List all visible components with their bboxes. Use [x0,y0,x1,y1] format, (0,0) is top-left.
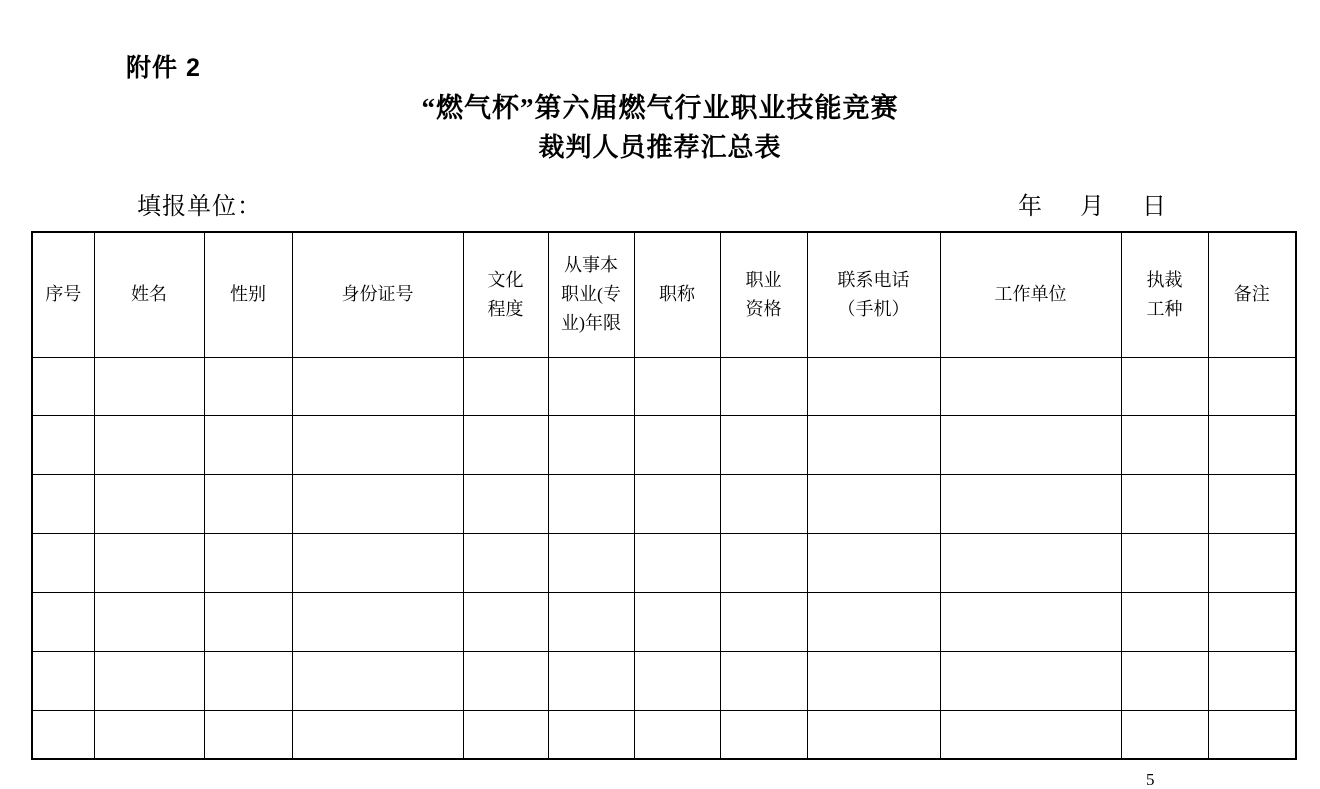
cell-person-name [94,415,204,474]
cell-contact-phone [807,357,940,415]
cell-serial-number [32,533,94,592]
cell-education-level [463,533,548,592]
cell-contact-phone [807,474,940,533]
cell-vocational-qualification [720,592,807,651]
cell-remarks [1208,415,1296,474]
cell-refereeing-trade [1121,474,1208,533]
cell-work-unit [940,357,1121,415]
cell-vocational-qualification [720,710,807,759]
cell-gender [204,474,292,533]
summary-table [31,231,1297,760]
cell-person-name [94,357,204,415]
cell-refereeing-trade [1121,415,1208,474]
page-number: 5 [1146,770,1155,789]
cell-gender [204,415,292,474]
table-row [32,533,1296,592]
cell-serial-number [32,592,94,651]
cell-gender [204,651,292,710]
cell-remarks [1208,357,1296,415]
cell-gender [204,533,292,592]
cell-serial-number [32,415,94,474]
col-header-gender: 性别 [204,232,292,357]
cell-years-in-occupation [548,474,634,533]
cell-contact-phone [807,651,940,710]
table-row [32,415,1296,474]
date-month-label: 月 [1080,194,1104,220]
cell-professional-title [634,592,720,651]
cell-refereeing-trade [1121,592,1208,651]
col-header-refereeing-trade: 执裁 工种 [1121,232,1208,357]
cell-id-card-number [292,357,463,415]
cell-years-in-occupation [548,710,634,759]
cell-professional-title [634,415,720,474]
table-header [32,232,1296,357]
cell-person-name [94,592,204,651]
cell-person-name [94,533,204,592]
cell-contact-phone [807,592,940,651]
table-row [32,357,1296,415]
cell-contact-phone [807,415,940,474]
document-title-line2: 裁判人员推荐汇总表 [538,133,782,162]
cell-person-name [94,474,204,533]
table-header-row [32,232,1296,357]
col-header-person-name: 姓名 [94,232,204,357]
col-header-professional-title: 职称 [634,232,720,357]
cell-contact-phone [807,710,940,759]
document-title-line1: “燃气杯”第六届燃气行业职业技能竞赛 [421,93,899,123]
col-header-vocational-qualification: 职业 资格 [720,232,807,357]
attachment-label: 附件 2 [126,54,201,82]
cell-vocational-qualification [720,533,807,592]
cell-work-unit [940,592,1121,651]
reporting-unit-label: 填报单位： [137,194,262,220]
cell-id-card-number [292,651,463,710]
cell-serial-number [32,357,94,415]
cell-vocational-qualification [720,651,807,710]
cell-education-level [463,710,548,759]
cell-id-card-number [292,474,463,533]
date-year-label: 年 [1018,194,1042,220]
cell-serial-number [32,651,94,710]
cell-education-level [463,474,548,533]
col-header-contact-phone: 联系电话 （手机） [807,232,940,357]
cell-remarks [1208,474,1296,533]
cell-work-unit [940,533,1121,592]
table-row [32,651,1296,710]
cell-years-in-occupation [548,357,634,415]
table-body [32,357,1296,759]
cell-education-level [463,415,548,474]
cell-vocational-qualification [720,357,807,415]
cell-remarks [1208,592,1296,651]
cell-serial-number [32,474,94,533]
cell-education-level [463,592,548,651]
cell-vocational-qualification [720,415,807,474]
cell-remarks [1208,710,1296,759]
cell-education-level [463,357,548,415]
cell-id-card-number [292,533,463,592]
cell-work-unit [940,474,1121,533]
cell-remarks [1208,651,1296,710]
date-line [1018,186,1166,221]
cell-id-card-number [292,710,463,759]
col-header-education-level: 文化 程度 [463,232,548,357]
col-header-remarks: 备注 [1208,232,1296,357]
cell-professional-title [634,710,720,759]
cell-gender [204,710,292,759]
date-day-label: 日 [1142,194,1166,220]
cell-remarks [1208,533,1296,592]
cell-years-in-occupation [548,415,634,474]
col-header-serial-number: 序号 [32,232,94,357]
table-row [32,710,1296,759]
table-row [32,592,1296,651]
col-header-work-unit: 工作单位 [940,232,1121,357]
cell-contact-phone [807,533,940,592]
cell-person-name [94,710,204,759]
cell-refereeing-trade [1121,710,1208,759]
cell-refereeing-trade [1121,651,1208,710]
cell-years-in-occupation [548,592,634,651]
cell-professional-title [634,474,720,533]
col-header-years-in-occupation: 从事本 职业(专 业)年限 [548,232,634,357]
form-meta-line [0,186,1320,220]
cell-person-name [94,651,204,710]
cell-education-level [463,651,548,710]
cell-gender [204,357,292,415]
cell-work-unit [940,710,1121,759]
cell-serial-number [32,710,94,759]
cell-id-card-number [292,415,463,474]
cell-work-unit [940,415,1121,474]
cell-professional-title [634,533,720,592]
col-header-id-card-number: 身份证号 [292,232,463,357]
cell-years-in-occupation [548,651,634,710]
cell-id-card-number [292,592,463,651]
cell-refereeing-trade [1121,533,1208,592]
cell-years-in-occupation [548,533,634,592]
cell-gender [204,592,292,651]
cell-professional-title [634,357,720,415]
cell-professional-title [634,651,720,710]
cell-vocational-qualification [720,474,807,533]
table-row [32,474,1296,533]
cell-refereeing-trade [1121,357,1208,415]
cell-work-unit [940,651,1121,710]
